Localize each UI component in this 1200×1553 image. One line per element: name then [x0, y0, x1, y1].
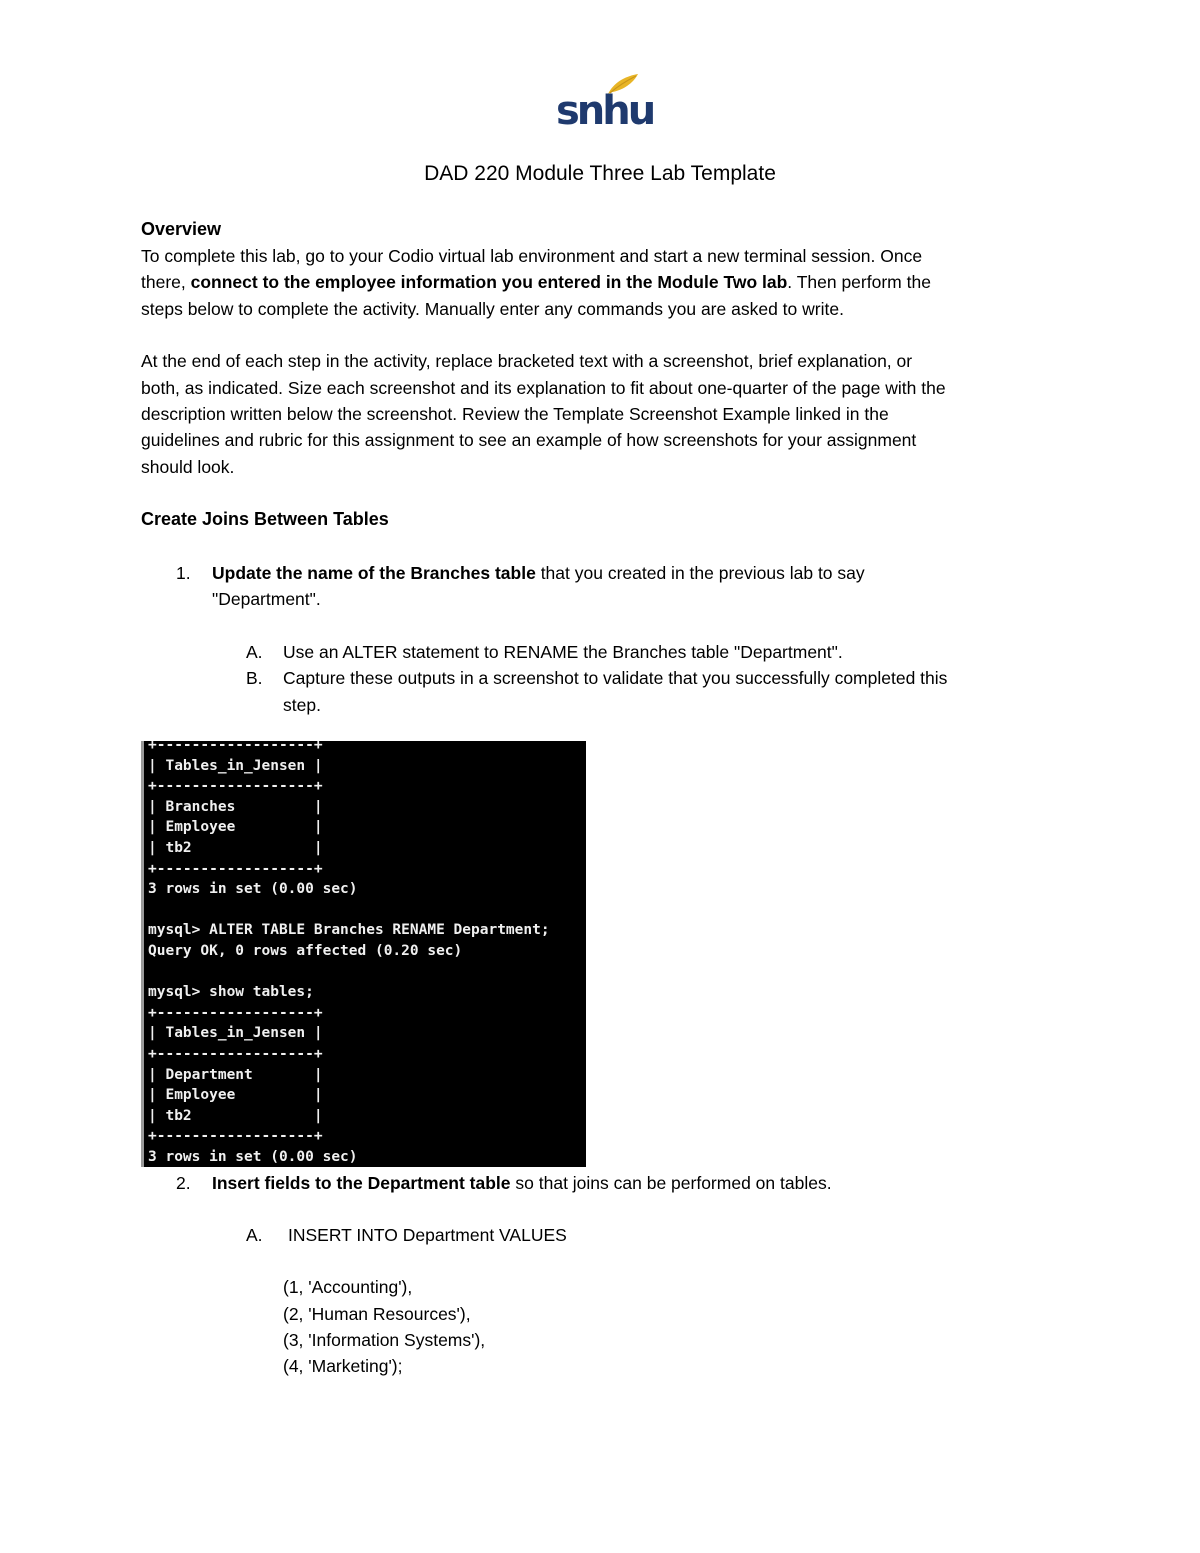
- terminal-line: | Tables_in_Jensen |: [148, 1025, 323, 1042]
- overview-line-2-prefix: there,: [141, 272, 191, 292]
- instructions-line: description written below the screenshot. Review the Template Screenshot Example linked in the: [141, 404, 889, 424]
- logo-text: snhu: [556, 88, 654, 134]
- terminal-line: +------------------+: [148, 1045, 323, 1062]
- step-1b-label: B.: [246, 668, 263, 688]
- terminal-line: [148, 900, 586, 921]
- instructions-line: guidelines and rubric for this assignment to see an example of how screenshots for your assignment: [141, 430, 917, 450]
- step-1-bold: Update the name of the Branches table: [212, 563, 536, 583]
- step-2-rest: so that joins can be performed on tables.: [510, 1173, 832, 1193]
- instructions-line: At the end of each step in the activity, replace bracketed text with a screenshot, brief explanation, or: [141, 351, 913, 371]
- sql-value-line: (2, 'Human Resources'),: [283, 1304, 471, 1324]
- terminal-line: mysql> show tables;: [148, 984, 314, 1001]
- step-2-number: 2.: [176, 1173, 191, 1193]
- instructions-line: both, as indicated. Size each screenshot and its explanation to fit about one-quarter of the page with the: [141, 378, 946, 398]
- terminal-line: | Department |: [148, 1066, 323, 1083]
- overview-line-2: [141, 269, 931, 296]
- step-1b-line-2: step.: [283, 695, 321, 715]
- step-2a-label: A.: [246, 1225, 263, 1245]
- step-2a-text: INSERT INTO Department VALUES: [288, 1225, 567, 1245]
- terminal-line: | Branches |: [148, 798, 323, 815]
- overview-line-1: To complete this lab, go to your Codio virtual lab environment and start a new terminal session. Once: [141, 246, 923, 266]
- terminal-line: 3 rows in set (0.00 sec): [148, 1148, 358, 1165]
- terminal-line: | Tables_in_Jensen |: [148, 757, 323, 774]
- overview-line-2-suffix: . Then perform the: [787, 272, 931, 292]
- step-2-line-1: [212, 1170, 832, 1197]
- step-1-line-2: "Department".: [212, 589, 321, 609]
- sql-value-line: (3, 'Information Systems'),: [283, 1330, 486, 1350]
- terminal-line: | tb2 |: [148, 839, 323, 856]
- snhu-logo: [556, 72, 654, 134]
- instructions-line: should look.: [141, 457, 235, 477]
- overview-line-2-bold: connect to the employee information you entered in the Module Two lab: [190, 272, 788, 292]
- terminal-line: +------------------+: [148, 778, 323, 795]
- overview-line-3: steps below to complete the activity. Manually enter any commands you are asked to write.: [141, 299, 844, 319]
- terminal-screenshot: [141, 741, 586, 1167]
- terminal-line: [148, 962, 586, 983]
- sql-value-line: (4, 'Marketing');: [283, 1356, 403, 1376]
- overview-heading: Overview: [141, 219, 222, 239]
- step-1-number: 1.: [176, 563, 191, 583]
- step-1-rest: that you created in the previous lab to say: [535, 563, 865, 583]
- terminal-line: Query OK, 0 rows affected (0.20 sec): [148, 942, 463, 959]
- terminal-line: +------------------+: [148, 1128, 323, 1145]
- step-1-line-1: [212, 560, 865, 587]
- terminal-line: | tb2 |: [148, 1107, 323, 1124]
- terminal-line: +------------------+: [148, 860, 323, 877]
- step-1a-text: Use an ALTER statement to RENAME the Branches table "Department".: [283, 642, 843, 662]
- step-1a-label: A.: [246, 642, 263, 662]
- terminal-line: +------------------+: [148, 1004, 323, 1021]
- terminal-line: | Employee |: [148, 1087, 323, 1104]
- terminal-output: [144, 741, 586, 1167]
- terminal-line: +------------------+: [148, 741, 323, 753]
- page-title: DAD 220 Module Three Lab Template: [424, 162, 776, 185]
- terminal-line: | Employee |: [148, 819, 323, 836]
- sql-value-line: (1, 'Accounting'),: [283, 1277, 413, 1297]
- step-1b-line-1: Capture these outputs in a screenshot to validate that you successfully completed this: [283, 668, 948, 688]
- terminal-line: 3 rows in set (0.00 sec): [148, 881, 358, 898]
- section-heading: Create Joins Between Tables: [141, 509, 389, 529]
- terminal-line: mysql> ALTER TABLE Branches RENAME Department;: [148, 922, 550, 939]
- step-2-bold: Insert fields to the Department table: [212, 1173, 511, 1193]
